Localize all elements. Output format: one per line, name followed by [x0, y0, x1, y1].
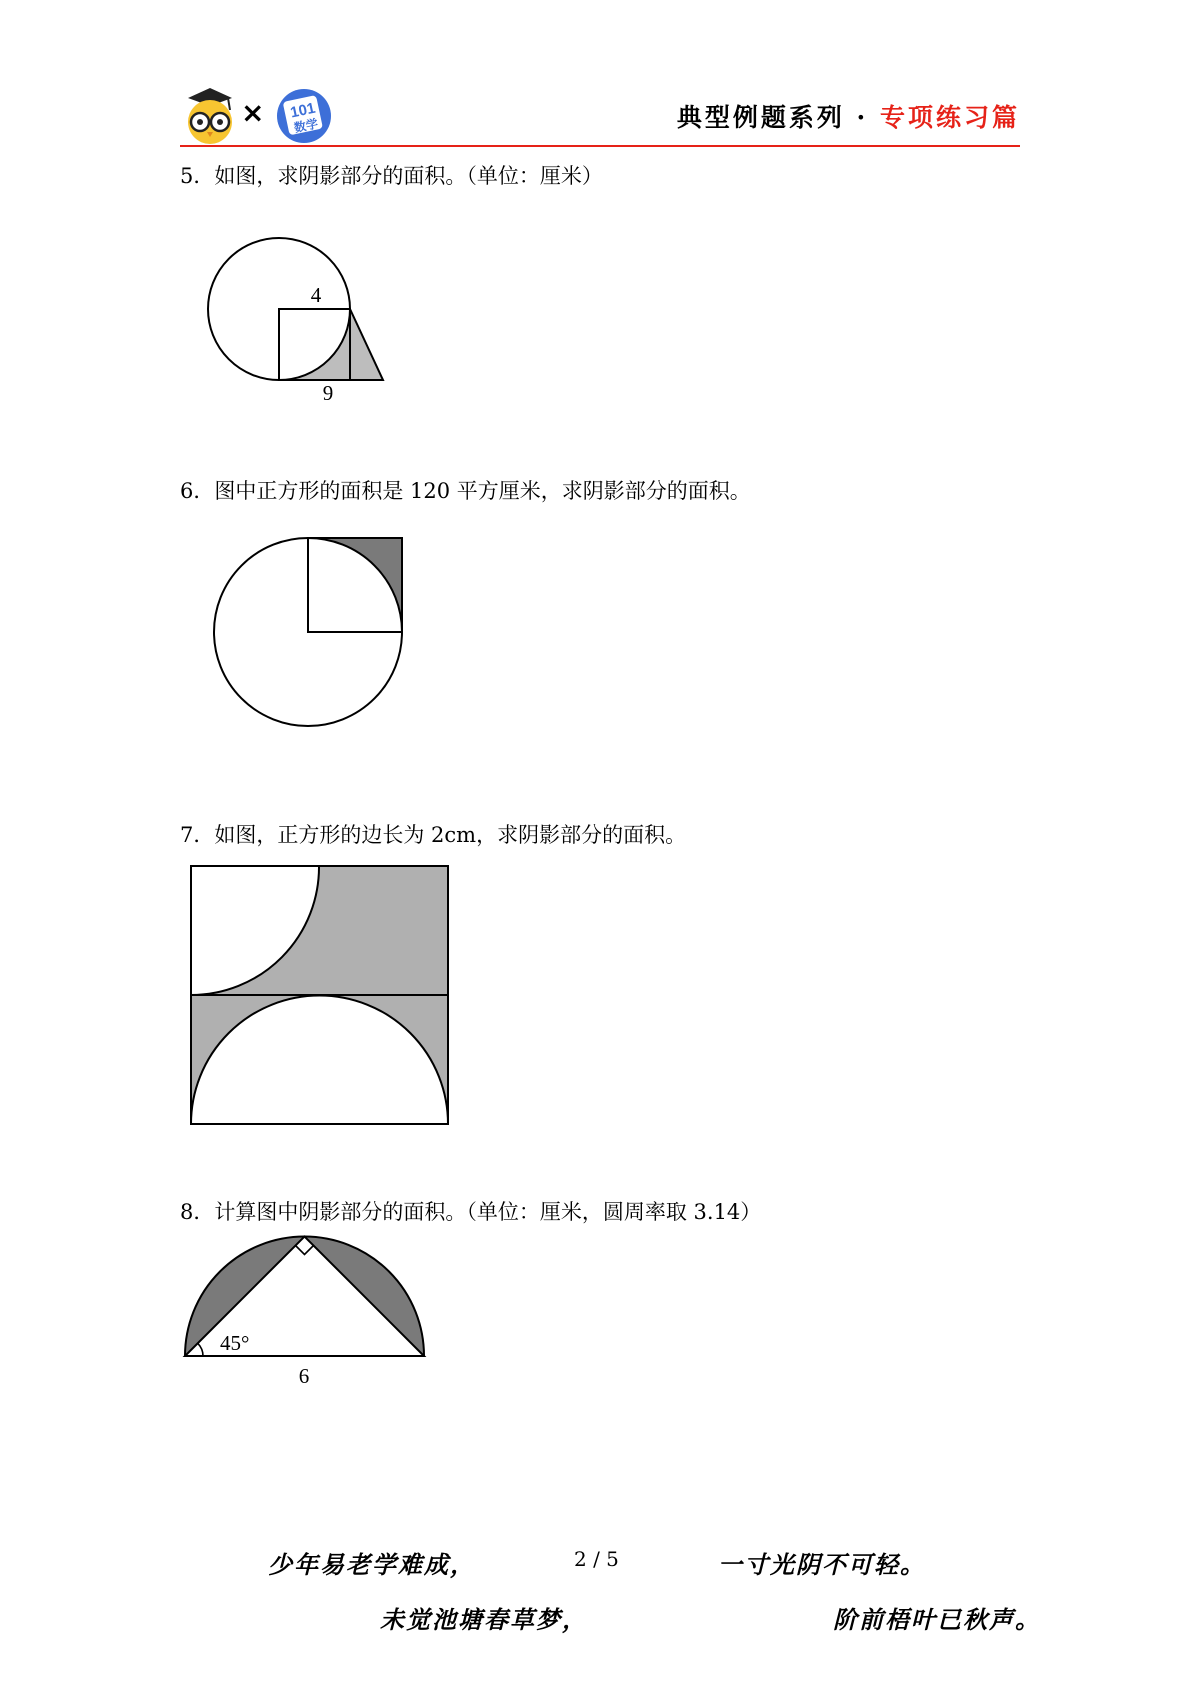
logo-separator: × — [241, 96, 265, 129]
header-title — [677, 98, 1020, 134]
page-number: 2 / 5 — [574, 1547, 619, 1571]
header-title-accent: 专项练习篇 — [879, 103, 1020, 132]
question-7-text: 7．如图，正方形的边长为 2cm，求阴影部分的面积。 — [180, 823, 687, 847]
footer-poem-line1-right: 一寸光阴不可轻。 — [718, 1550, 926, 1579]
owl-logo-icon — [182, 84, 238, 144]
footer-poem-line2-left: 未觉池塘春草梦， — [380, 1605, 588, 1634]
q7-shaded-top — [191, 866, 448, 995]
question-5-text: 5．如图，求阴影部分的面积。（单位：厘米） — [180, 164, 603, 188]
q6-shaded-region — [308, 538, 402, 632]
math101-logo-icon — [274, 86, 334, 144]
header-title-dot: · — [856, 103, 869, 132]
question-6-figure — [205, 530, 410, 735]
q5-label-top: 4 — [310, 283, 322, 307]
footer-poem-line1-left: 少年易老学难成， — [268, 1550, 476, 1579]
q8-angle-label: 45° — [220, 1331, 250, 1355]
q8-base-label: 6 — [298, 1364, 310, 1385]
footer-poem-line2-right: 阶前梧叶已秋声。 — [833, 1605, 1041, 1634]
logo-101-top-text: 101 — [288, 99, 317, 122]
question-7-figure — [188, 860, 452, 1127]
question-8-figure — [180, 1225, 430, 1385]
q5-label-bottom: 9 — [322, 381, 334, 405]
header-divider — [180, 145, 1020, 147]
logo-101-bottom-text: 数学 — [292, 116, 320, 136]
question-5-figure — [190, 220, 390, 410]
q7-shaded-bottom — [191, 995, 448, 1124]
header-title-main: 典型例题系列 — [676, 103, 845, 132]
question-8-text: 8．计算图中阴影部分的面积。（单位：厘米，圆周率取 3.14） — [180, 1200, 762, 1224]
question-6-text: 6．图中正方形的面积是 120 平方厘米，求阴影部分的面积。 — [180, 479, 751, 503]
